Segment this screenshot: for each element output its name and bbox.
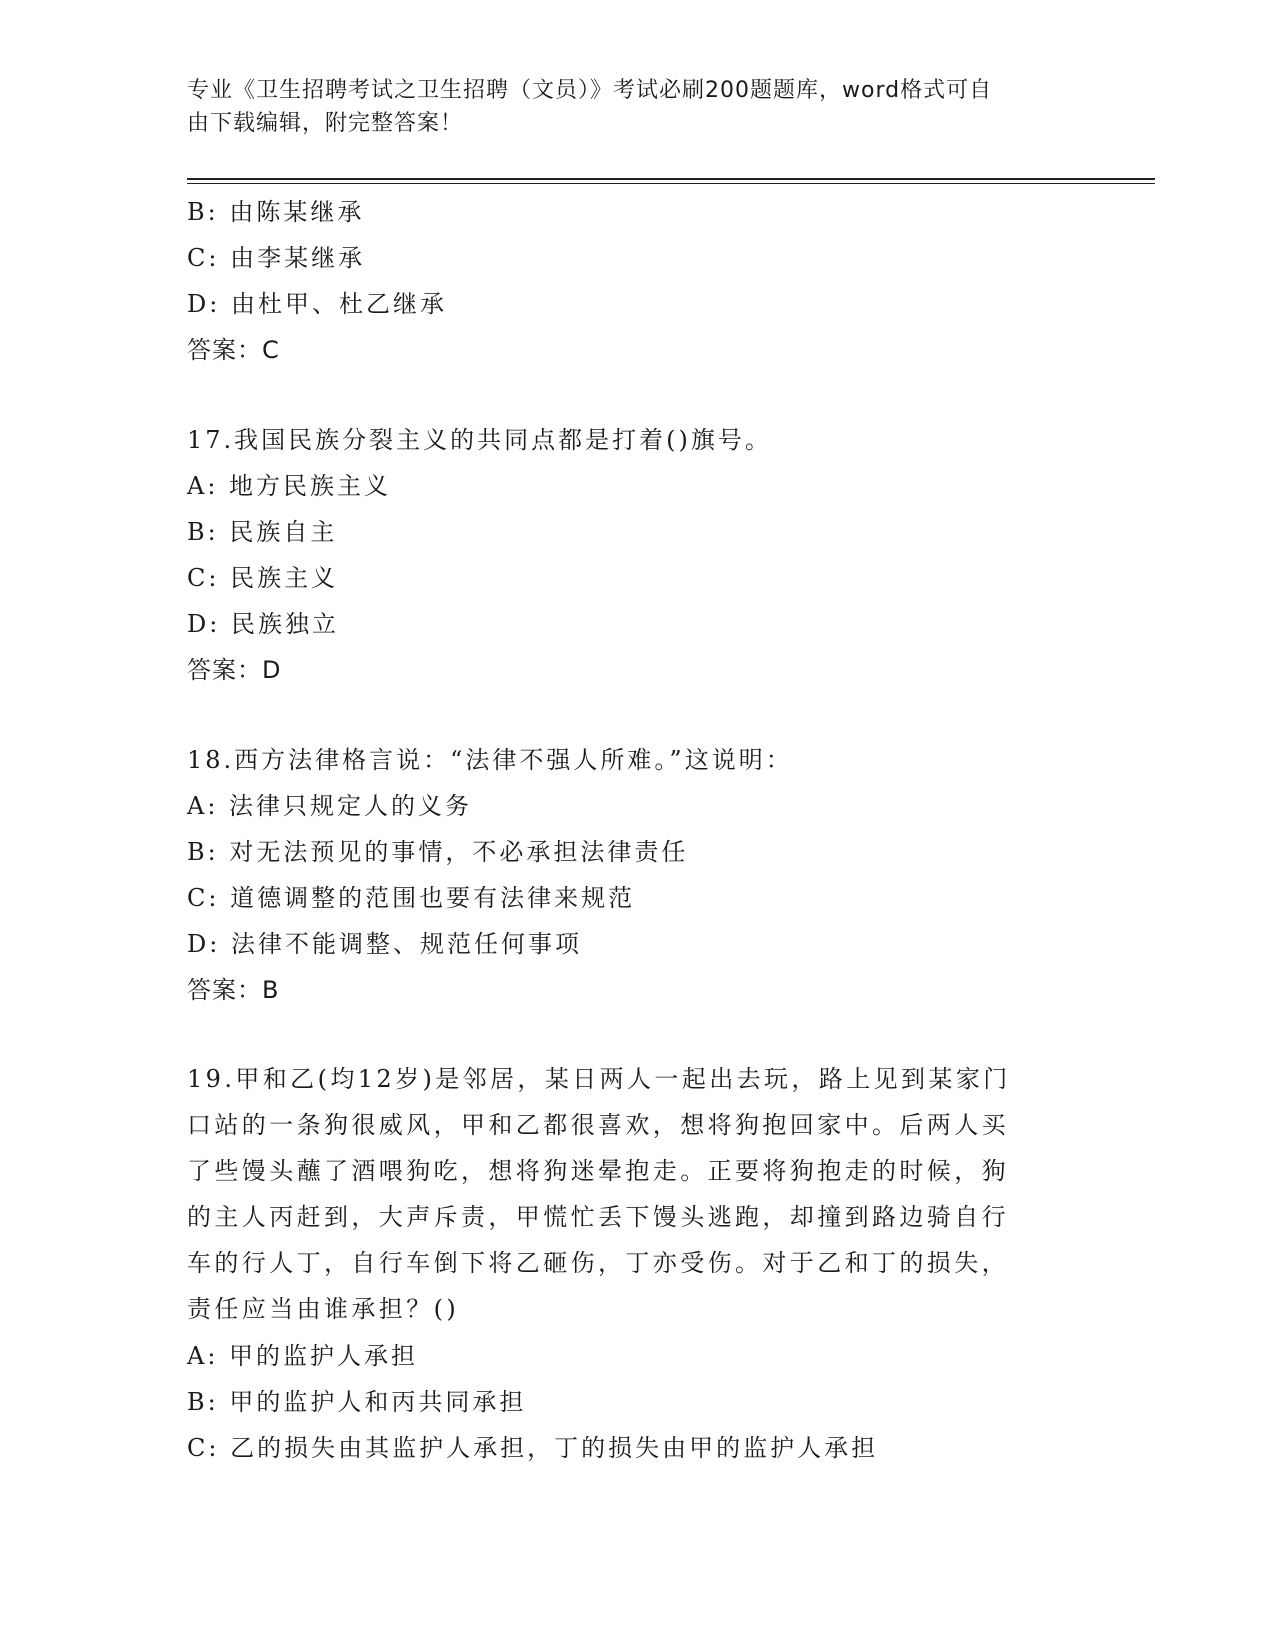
option-b: B: 对无法预见的事情，不必承担法律责任: [187, 838, 689, 866]
option-a: A: 地方民族主义: [187, 472, 392, 500]
document-header: [187, 74, 1067, 140]
option-c: C: 乙的损失由其监护人承担，丁的损失由甲的监护人承担: [187, 1434, 879, 1462]
option-b: B: 由陈某继承: [187, 198, 365, 226]
option-b: B: 民族自主: [187, 518, 338, 546]
answer: 答案：B: [187, 976, 280, 1004]
header-line-1: 专业《卫生招聘考试之卫生招聘（文员）》考试必刷200题题库，word格式可自: [187, 78, 993, 103]
question-text: 18.西方法律格言说：“法律不强人所难。”这说明：: [187, 746, 793, 774]
question-text-line: 车的行人丁，自行车倒下将乙砸伤，丁亦受伤。对于乙和丁的损失，: [187, 1249, 1009, 1277]
option-a: A: 法律只规定人的义务: [187, 792, 473, 820]
option-c: C: 道德调整的范围也要有法律来规范: [187, 884, 636, 912]
question-19: [187, 1057, 1057, 1471]
question-text-line: 19.甲和乙(均12岁)是邻居，某日两人一起出去玩，路上见到某家门: [187, 1065, 1011, 1093]
spacer: [187, 1013, 1057, 1057]
answer: 答案：C: [187, 336, 280, 364]
spacer: [187, 373, 1057, 417]
header-line-2: 由下载编辑，附完整答案！: [187, 111, 464, 136]
header-divider-thin: [187, 183, 1155, 184]
option-d: D: 民族独立: [187, 610, 339, 638]
question-text-line: 责任应当由谁承担？(): [187, 1295, 460, 1323]
question-17: [187, 417, 1057, 693]
option-b: B: 甲的监护人和丙共同承担: [187, 1388, 527, 1416]
header-divider: [187, 178, 1155, 180]
spacer: [187, 693, 1057, 737]
question-text-line: 的主人丙赶到，大声斥责，甲慌忙丢下馒头逃跑，却撞到路边骑自行: [187, 1203, 1009, 1231]
option-c: C: 民族主义: [187, 564, 339, 592]
option-d: D: 由杜甲、杜乙继承: [187, 290, 447, 318]
option-c: C: 由李某继承: [187, 244, 366, 272]
document-body: [187, 189, 1057, 1471]
question-text-line: 了些馒头蘸了酒喂狗吃，想将狗迷晕抱走。正要将狗抱走的时候，狗: [187, 1157, 1009, 1185]
question-text: 17.我国民族分裂主义的共同点都是打着()旗号。: [187, 426, 772, 454]
option-a: A: 甲的监护人承担: [187, 1342, 419, 1370]
question-18: [187, 737, 1057, 1013]
question-text-line: 口站的一条狗很威风，甲和乙都很喜欢，想将狗抱回家中。后两人买: [187, 1111, 1009, 1139]
answer: 答案：D: [187, 656, 282, 684]
option-d: D: 法律不能调整、规范任何事项: [187, 930, 582, 958]
question-16-tail: [187, 189, 1057, 373]
